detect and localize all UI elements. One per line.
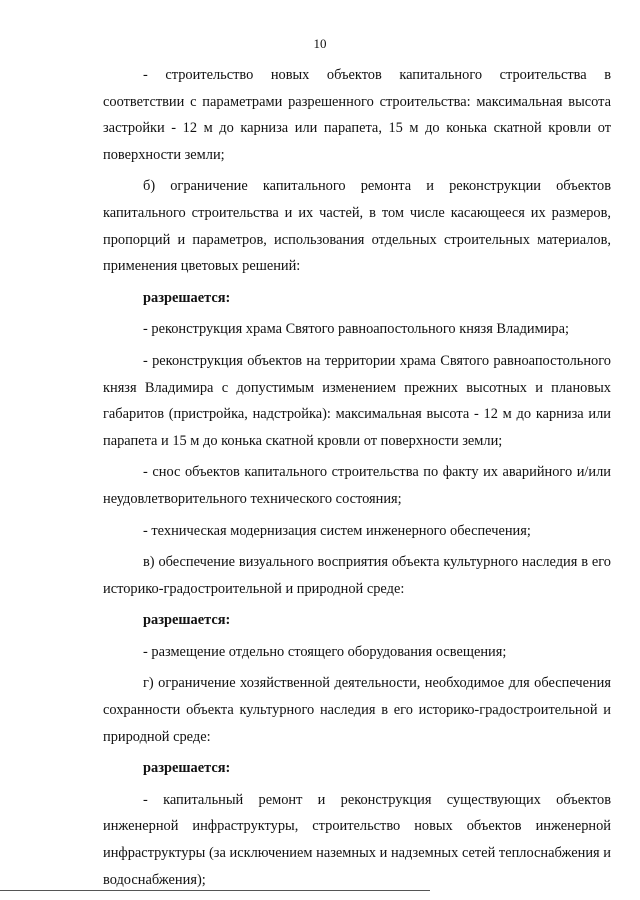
paragraph-visual-perception-c: в) обеспечение визуального восприятия объекта культурного наследия в его историко-градостроительной и природной среде: xyxy=(103,554,611,597)
paragraph-new-construction: - строительство новых объектов капитального строительства в соответствии с параметрами разрешенного строительства: максимальная высота застройки - 12 м до карниза или парапета, 15 м до конька скатной кровли от поверхности земли; xyxy=(103,67,611,163)
scan-edge-line xyxy=(0,890,430,891)
paragraph-infrastructure: - капитальный ремонт и реконструкция существующих объектов инженерной инфраструктуры, строительство новых объектов инженерной инфраструктуры (за исключением наземных и надземных сетей теплоснабжения и водоснабжения); xyxy=(103,791,611,888)
page-number: 10 xyxy=(313,36,327,51)
paragraph-modernization: - техническая модернизация систем инженерного обеспечения; xyxy=(143,522,531,539)
heading-allowed: разрешается: xyxy=(143,760,231,777)
paragraph-economic-restriction-d: г) ограничение хозяйственной деятельности, необходимое для обеспечения сохранности объекта культурного наследия в его историко-градостроительной и природной среде: xyxy=(103,675,611,745)
paragraph-restriction-b: б) ограничение капитального ремонта и реконструкции объектов капитального строительства и их частей, в том числе касающееся их размеров, пропорций и параметров, использования отдельных строительных материалов, применения цветовых решений: xyxy=(103,178,611,275)
paragraph-lighting: - размещение отдельно стоящего оборудования освещения; xyxy=(143,643,507,660)
paragraph-demolition: - снос объектов капитального строительства по факту их аварийного и/или неудовлетворительного технического состояния; xyxy=(103,464,611,507)
paragraph-territory-reconstruction: - реконструкция объектов на территории храма Святого равноапостольного князя Владимира с допустимым изменением прежних высотных и плановых габаритов (пристройка, надстройка): максимальная высота - 12 м до карниза или парапета и 15 м до конька скатной кровли от поверхности земли; xyxy=(103,352,611,449)
heading-allowed: разрешается: xyxy=(143,289,231,306)
heading-allowed: разрешается: xyxy=(143,612,231,629)
paragraph-temple-reconstruction: - реконструкция храма Святого равноапостольного князя Владимира; xyxy=(143,321,570,338)
document-body xyxy=(103,62,611,893)
